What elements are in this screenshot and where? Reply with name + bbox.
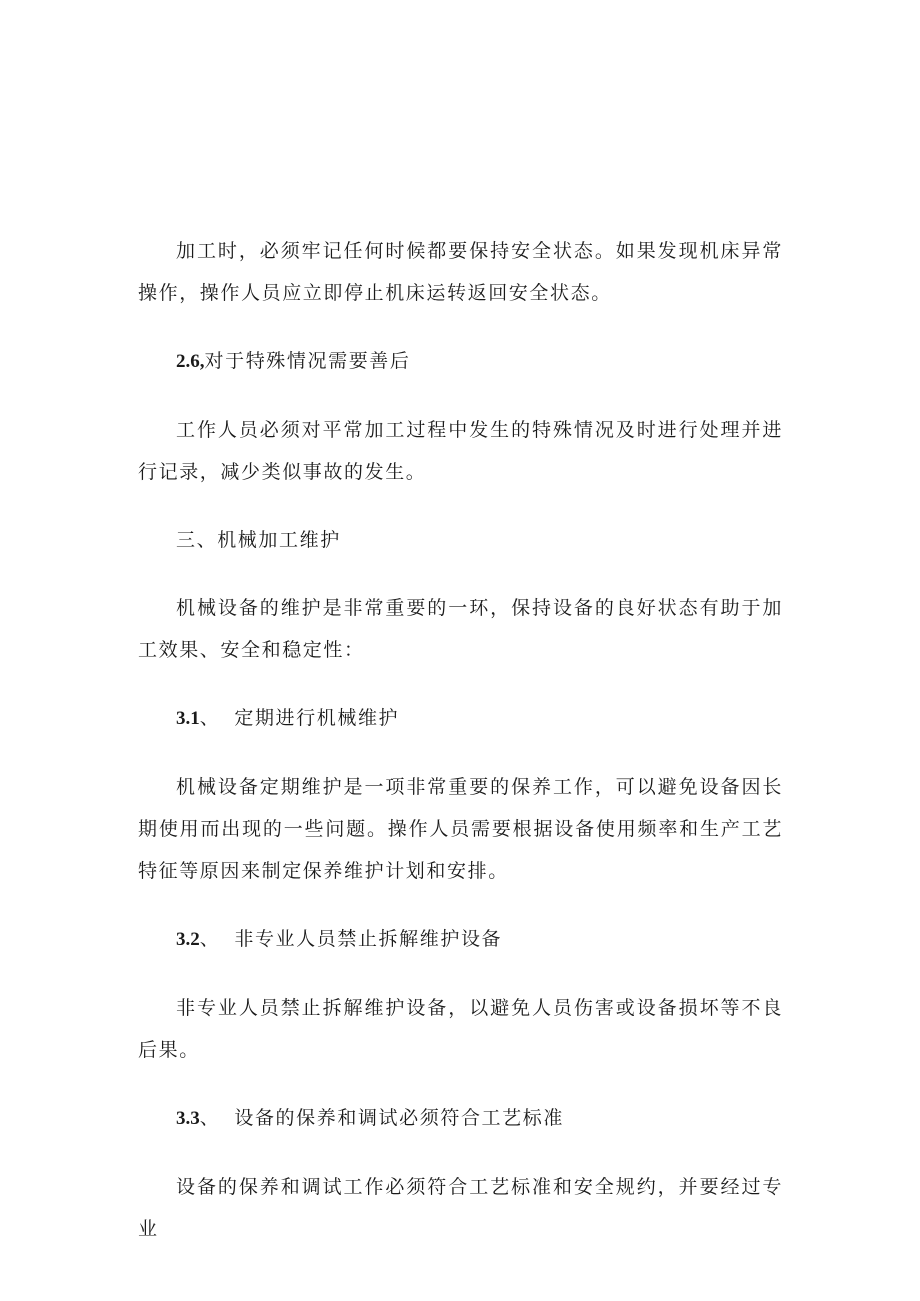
document-body (138, 230, 783, 1276)
paragraph-process-standards: 设备的保养和调试工作必须符合工艺标准和安全规约，并要经过专业 (138, 1176, 783, 1240)
heading-3-1 (138, 697, 783, 740)
paragraph-non-professional: 非专业人员禁止拆解维护设备，以避免人员伤害或设备损坏等不良后果。 (138, 997, 783, 1061)
heading-3-3-separator: 、 (199, 1107, 221, 1129)
heading-3-1-separator: 、 (199, 707, 221, 729)
heading-3-2-number: 3.2 (176, 929, 200, 950)
paragraph-safety-state: 加工时，必须牢记任何时候都要保持安全状态。如果发现机床异常操作，操作人员应立即停止机床运转返回安全状态。 (138, 240, 783, 304)
heading-3-3-title: 设备的保养和调试必须符合工艺标准 (234, 1107, 564, 1129)
paragraph-maintenance-intro: 机械设备的维护是非常重要的一环，保持设备的良好状态有助于加工效果、安全和稳定性： (138, 597, 783, 661)
heading-3-2 (138, 918, 783, 961)
heading-3-1-title: 定期进行机械维护 (234, 707, 400, 729)
heading-2-6-number: 2.6, (176, 351, 205, 372)
heading-3-2-separator: 、 (199, 928, 221, 950)
heading-3-1-number: 3.1 (176, 708, 200, 729)
heading-3-3-number: 3.3 (176, 1108, 200, 1129)
paragraph-special-situations: 工作人员必须对平常加工过程中发生的特殊情况及时进行处理并进行记录，减少类似事故的发生。 (138, 419, 783, 483)
paragraph-regular-maintenance: 机械设备定期维护是一项非常重要的保养工作，可以避免设备因长期使用而出现的一些问题。操作人员需要根据设备使用频率和生产工艺特征等原因来制定保养维护计划和安排。 (138, 776, 783, 882)
heading-3-2-title: 非专业人员禁止拆解维护设备 (234, 928, 503, 950)
heading-2-6 (138, 340, 783, 383)
heading-2-6-title: 对于特殊情况需要善后 (204, 350, 411, 372)
heading-3-3 (138, 1097, 783, 1140)
section-3-title: 三、机械加工维护 (176, 529, 341, 551)
